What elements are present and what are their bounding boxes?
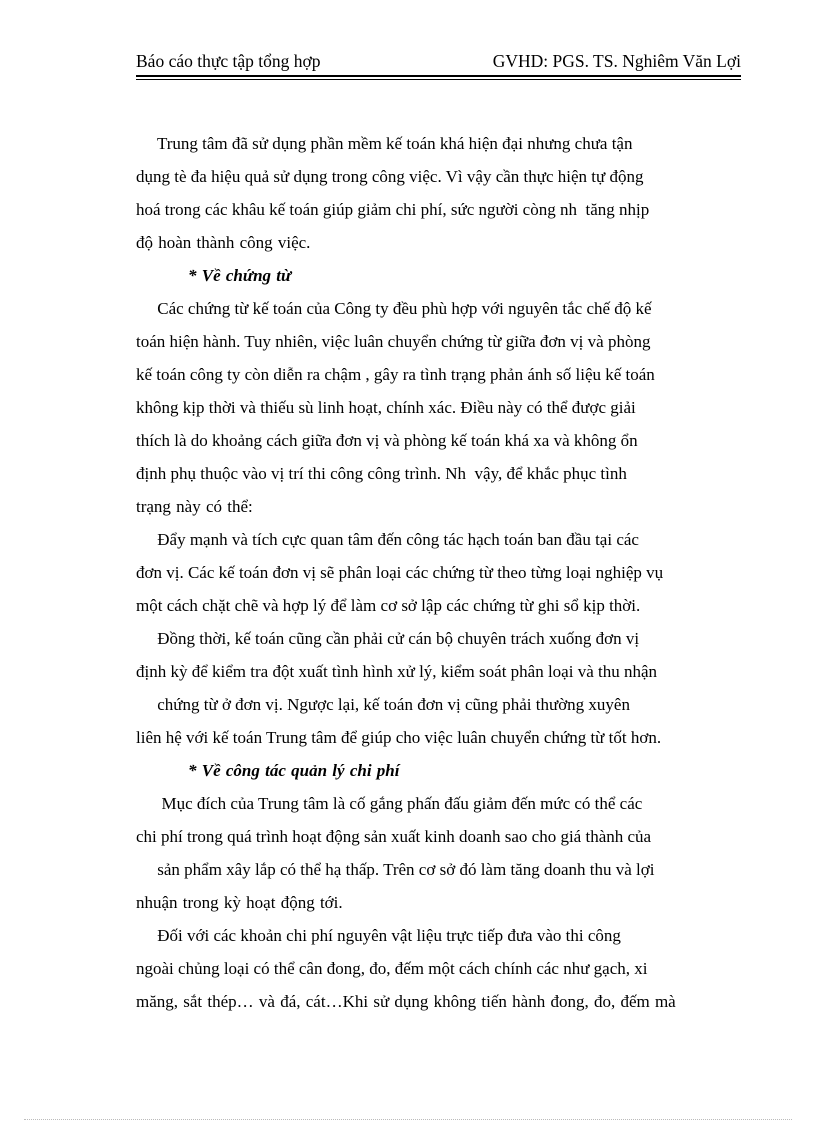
text-line: nhuận trong kỳ hoạt động tới. (136, 893, 343, 912)
supervisor: GVHD: PGS. TS. Nghiêm Văn Lợi (492, 51, 741, 71)
text-line: liên hệ với kế toán Trung tâm để giúp cho việc luân chuyển chứng từ tốt hơn. (136, 728, 662, 747)
text-line: chi phí trong quá trình hoạt động sản xuất kinh doanh sao cho giá thành của (136, 827, 652, 846)
page-bottom-border (24, 1119, 792, 1120)
text-line: thích là do khoảng cách giữa đơn vị và phòng kế toán khá xa và không ổn (136, 431, 638, 450)
text-line: ngoài chủng loại có thể cân đong, đo, đếm một cách chính các như gạch, xi (136, 959, 648, 978)
text-line: Đồng thời, kế toán cũng cần phải cử cán bộ chuyên trách xuống đơn vị (136, 629, 640, 648)
header-rule-thick (136, 75, 741, 77)
report-title: Báo cáo thực tập tổng hợp (136, 51, 321, 71)
header-rule-thin (136, 79, 741, 80)
section-heading: * Về chứng từ (188, 266, 292, 285)
text-line: Đẩy mạnh và tích cực quan tâm đến công tác hạch toán ban đầu tại các (136, 530, 639, 549)
text-line: Trung tâm đã sử dụng phần mềm kế toán khá hiện đại nhưng chưa tận (136, 134, 633, 153)
text-line: dụng tè đa hiệu quả sử dụng trong công việc. Vì vậy cần thực hiện tự động (136, 167, 644, 186)
text-line: đơn vị. Các kế toán đơn vị sẽ phân loại các chứng từ theo từng loại nghiệp vụ (136, 563, 664, 582)
text-line: chứng từ ở đơn vị. Ngược lại, kế toán đơn vị cũng phải thường xuyên (136, 695, 630, 714)
text-line: Các chứng từ kế toán của Công ty đều phù hợp với nguyên tắc chế độ kế (136, 299, 652, 318)
page-header (136, 50, 741, 72)
text-line: không kịp thời và thiếu sù linh hoạt, chính xác. Điều này có thể được giải (136, 398, 636, 417)
text-line: một cách chặt chẽ và hợp lý để làm cơ sở lập các chứng từ ghi sổ kịp thời. (136, 596, 641, 615)
text-line: định phụ thuộc vào vị trí thi công công trình. Nh vậy, để khắc phục tình (136, 464, 627, 483)
text-line: độ hoàn thành công việc. (136, 233, 311, 252)
text-line: trạng này có thể: (136, 497, 253, 516)
text-line: sản phẩm xây lắp có thể hạ thấp. Trên cơ sở đó làm tăng doanh thu và lợi (136, 860, 655, 879)
text-line: Đối với các khoản chi phí nguyên vật liệu trực tiếp đưa vào thi công (136, 926, 621, 945)
text-line: định kỳ để kiểm tra đột xuất tình hình xử lý, kiểm soát phân loại và thu nhận (136, 662, 658, 681)
text-line: măng, sắt thép… và đá, cát…Khi sử dụng không tiến hành đong, đo, đếm mà (136, 992, 676, 1011)
document-body (136, 130, 740, 1021)
text-line: hoá trong các khâu kế toán giúp giảm chi phí, sức người còng nh tăng nhịp (136, 200, 650, 219)
text-line: kế toán công ty còn diễn ra chậm , gây ra tình trạng phản ánh số liệu kế toán (136, 365, 655, 384)
text-line: toán hiện hành. Tuy nhiên, việc luân chuyển chứng từ giữa đơn vị và phòng (136, 332, 651, 351)
section-heading: * Về công tác quản lý chi phí (188, 761, 400, 780)
text-line: Mục đích của Trung tâm là cố gắng phấn đấu giảm đến mức có thể các (136, 794, 643, 813)
